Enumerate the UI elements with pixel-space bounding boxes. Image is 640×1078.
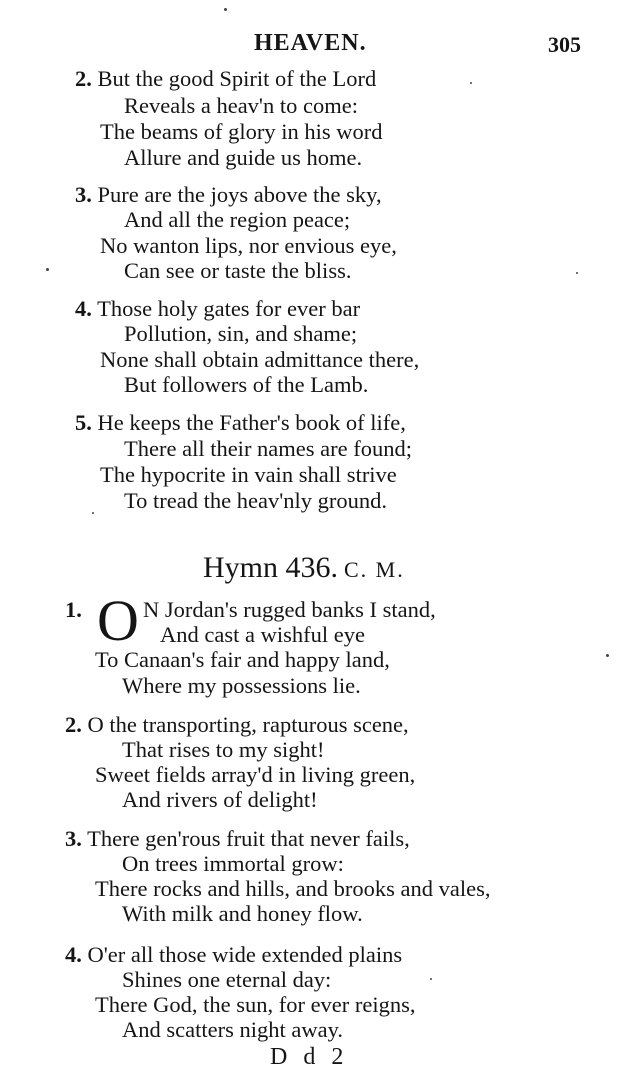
stanza-line: [65, 712, 409, 738]
stanza-line: Shines one eternal day:: [122, 967, 332, 992]
verse-text: O the transporting, rapturous scene,: [87, 712, 409, 737]
stanza-line: Allure and guide us home.: [124, 145, 363, 170]
stanza-line: That rises to my sight!: [122, 737, 325, 762]
stanza-line: [75, 410, 406, 436]
stanza-number: 2.: [65, 712, 82, 737]
scan-speck: [606, 654, 609, 657]
stanza-line: There all their names are found;: [124, 436, 412, 461]
stanza-line: N Jordan's rugged banks I stand,: [143, 597, 436, 622]
signature-mark: D d 2: [270, 1044, 349, 1070]
stanza-line: And rivers of delight!: [122, 787, 318, 812]
stanza-line: No wanton lips, nor envious eye,: [100, 233, 397, 258]
verse-text: O'er all those wide extended plains: [87, 942, 403, 967]
scan-speck: [576, 272, 578, 274]
stanza-line: Pollution, sin, and shame;: [124, 321, 358, 346]
hymn-meter: C. M.: [344, 557, 405, 582]
scan-speck: [470, 82, 472, 84]
scan-speck: [92, 512, 94, 514]
scan-speck: [224, 8, 227, 11]
stanza-line: [65, 942, 402, 968]
stanza-line: To tread the heav'nly ground.: [124, 488, 388, 513]
stanza-line: And all the region peace;: [124, 207, 351, 232]
stanza-line: Can see or taste the bliss.: [124, 258, 352, 283]
stanza-line: With milk and honey flow.: [122, 901, 363, 926]
stanza-line: Reveals a heav'n to come:: [124, 93, 358, 118]
hymn-title: Hymn 436.: [203, 551, 338, 584]
verse-text: But the good Spirit of the Lord: [97, 66, 377, 91]
stanza-number: 2.: [75, 66, 92, 91]
verse-text: He keeps the Father's book of life,: [97, 410, 406, 435]
drop-cap: O: [97, 588, 139, 653]
stanza-line: [75, 182, 382, 208]
stanza-line: [75, 296, 360, 322]
stanza-line: There God, the sun, for ever reigns,: [95, 992, 416, 1017]
stanza-line: To Canaan's fair and happy land,: [95, 647, 390, 672]
stanza-number: 5.: [75, 410, 92, 435]
running-title: HEAVEN.: [254, 30, 367, 56]
scan-speck: [430, 978, 432, 980]
stanza-line: The hypocrite in vain shall strive: [100, 462, 397, 487]
stanza-line: On trees immortal grow:: [122, 851, 344, 876]
stanza-line: Where my possessions lie.: [122, 673, 361, 698]
stanza-number: 4.: [75, 296, 92, 321]
stanza-line: There rocks and hills, and brooks and vales,: [95, 876, 491, 901]
stanza-line: Sweet fields array'd in living green,: [95, 762, 416, 787]
running-head: [0, 30, 640, 60]
scan-speck: [46, 268, 49, 271]
stanza-line: None shall obtain admittance there,: [100, 347, 420, 372]
stanza-line: But followers of the Lamb.: [124, 372, 369, 397]
stanza-line: And scatters night away.: [122, 1017, 343, 1042]
stanza-line: [65, 826, 410, 852]
stanza-number-text: 1.: [65, 597, 82, 622]
stanza-line: [75, 66, 376, 92]
verse-text: There gen'rous fruit that never fails,: [87, 826, 410, 851]
verse-text: Those holy gates for ever bar: [97, 296, 361, 321]
stanza-number: 3.: [65, 826, 82, 851]
hymn-heading: [203, 551, 405, 587]
stanza-line: And cast a wishful eye: [160, 622, 365, 647]
stanza-number: 4.: [65, 942, 82, 967]
page-number: 305: [548, 32, 581, 57]
stanza-line: The beams of glory in his word: [100, 119, 383, 144]
stanza-number: [65, 597, 82, 623]
stanza-number: 3.: [75, 182, 92, 207]
verse-text: Pure are the joys above the sky,: [97, 182, 382, 207]
